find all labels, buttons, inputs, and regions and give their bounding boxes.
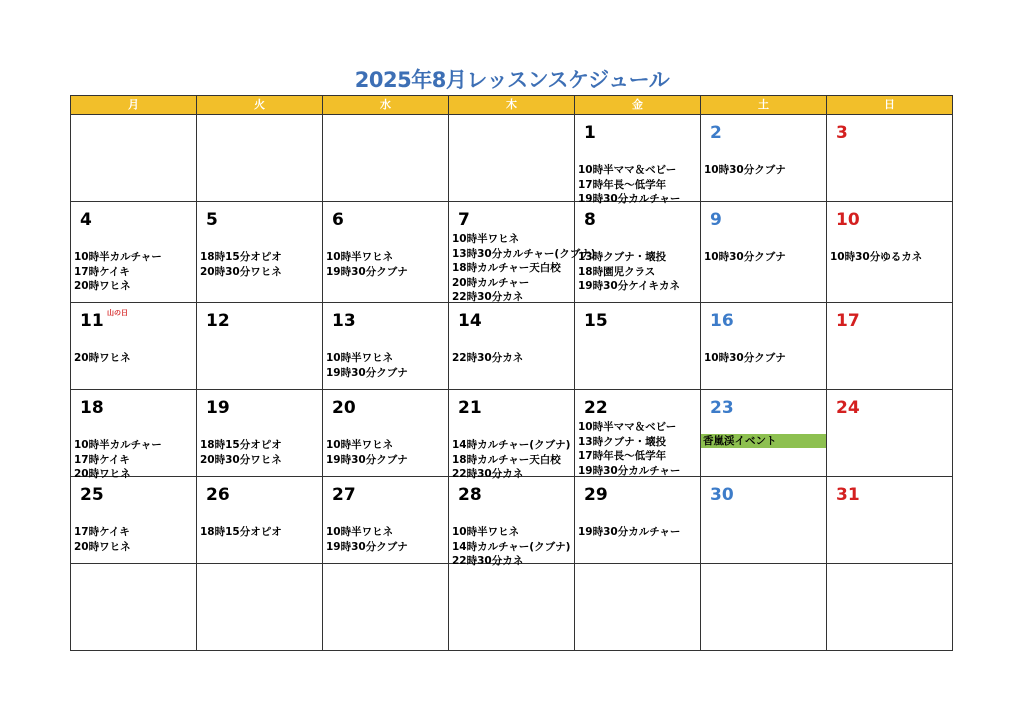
day-cell	[449, 390, 575, 480]
day-number: 27	[332, 485, 356, 505]
event-item: 18時カルチャー天白校	[452, 262, 561, 274]
day-cell	[71, 202, 197, 303]
day-cell	[827, 390, 953, 477]
day-cell	[827, 477, 953, 564]
event-list	[578, 250, 699, 294]
day-number: 23	[710, 398, 734, 418]
day-number: 26	[206, 485, 230, 505]
event-item: 22時30分カネ	[452, 468, 524, 480]
day-cell	[71, 303, 197, 390]
day-cell	[701, 115, 827, 202]
day-cell	[323, 202, 449, 303]
event-item: 10時半ワヒネ	[326, 251, 394, 263]
event-item: 10時半ワヒネ	[326, 439, 394, 451]
event-item: 17時年長～低学年	[578, 178, 667, 191]
weekday-header-fri: 金	[575, 96, 701, 115]
day-cell	[575, 303, 701, 390]
event-list	[74, 438, 195, 482]
day-cell	[575, 477, 701, 564]
day-cell	[323, 390, 449, 477]
event-item: 13時クブナ・壊投	[578, 251, 667, 263]
day-cell	[71, 115, 197, 202]
day-cell	[449, 564, 575, 651]
day-cell	[575, 390, 701, 477]
event-item: 19時30分ケイキカネ	[578, 280, 680, 292]
event-item: 10時半ワヒネ	[452, 233, 520, 245]
event-item: 10時半ママ＆ベビー	[578, 164, 677, 176]
day-number: 1	[584, 123, 596, 143]
day-cell	[323, 115, 449, 202]
event-item: 20時30分ワヒネ	[200, 265, 282, 278]
day-cell	[701, 303, 827, 390]
event-list	[704, 163, 825, 178]
day-cell	[827, 564, 953, 651]
special-event-bar: 香嵐渓イベント	[701, 434, 826, 448]
event-item: 19時30分カルチャー	[578, 526, 681, 538]
day-number: 7	[458, 210, 470, 230]
day-number: 12	[206, 311, 230, 331]
event-list	[326, 438, 447, 467]
day-number: 24	[836, 398, 860, 418]
day-number: 25	[80, 485, 104, 505]
event-item: 19時30分クブナ	[326, 540, 408, 553]
event-item: 19時30分クブナ	[326, 453, 408, 466]
week-row	[71, 390, 953, 477]
event-item: 17時ケイキ	[74, 453, 130, 466]
day-cell	[827, 202, 953, 303]
day-number: 5	[206, 210, 218, 230]
week-row	[71, 303, 953, 390]
day-cell	[71, 390, 197, 480]
event-item: 22時30分カネ	[452, 555, 524, 567]
day-number: 31	[836, 485, 860, 505]
calendar-grid	[70, 95, 953, 651]
day-number: 29	[584, 485, 608, 505]
day-cell	[575, 115, 701, 205]
event-item: 10時30分ゆるカネ	[830, 251, 923, 263]
event-item: 20時ワヒネ	[74, 468, 131, 480]
day-number: 20	[332, 398, 356, 418]
event-item: 17時年長～低学年	[578, 450, 667, 462]
event-item: 13時30分カルチャー(クブナ)	[452, 247, 596, 260]
day-cell	[197, 202, 323, 303]
day-cell	[449, 115, 575, 202]
day-cell	[575, 564, 701, 651]
day-number: 28	[458, 485, 482, 505]
event-item: 22時30分カネ	[452, 352, 524, 364]
day-cell	[197, 564, 323, 651]
week-row	[71, 202, 953, 303]
week-row	[71, 477, 953, 564]
event-list	[578, 525, 699, 540]
day-number: 13	[332, 311, 356, 331]
day-cell	[701, 477, 827, 564]
day-cell	[701, 202, 827, 303]
day-cell	[827, 303, 953, 390]
event-list	[200, 438, 321, 467]
day-cell	[323, 477, 449, 564]
day-number: 21	[458, 398, 482, 418]
event-list	[578, 163, 699, 207]
event-list	[200, 250, 321, 279]
event-item: 10時半ワヒネ	[452, 526, 520, 538]
event-list	[830, 250, 951, 265]
day-cell	[575, 202, 701, 303]
event-item: 18時15分オピオ	[200, 439, 282, 451]
event-item: 10時半カルチャー	[74, 439, 162, 451]
event-list	[704, 351, 825, 366]
weekday-header-sun: 日	[827, 96, 953, 115]
event-item: 10時30分クブナ	[704, 352, 786, 364]
event-list	[704, 250, 825, 265]
event-item: 10時30分クブナ	[704, 164, 786, 176]
day-cell	[701, 564, 827, 651]
event-list	[452, 438, 573, 482]
event-list	[74, 351, 195, 366]
day-cell	[71, 477, 197, 564]
day-number: 22	[584, 398, 608, 418]
page-title: 2025年8月レッスンスケジュール	[354, 68, 670, 92]
event-item: 18時15分オピオ	[200, 526, 282, 538]
event-item: 22時30分カネ	[452, 291, 524, 303]
day-number: 4	[80, 210, 92, 230]
day-number: 17	[836, 311, 860, 331]
day-cell	[701, 390, 827, 477]
day-cell	[827, 115, 953, 202]
day-number: 10	[836, 210, 860, 230]
event-item: 10時半カルチャー	[74, 251, 162, 263]
event-item: 20時ワヒネ	[74, 280, 131, 292]
day-number: 6	[332, 210, 344, 230]
day-number: 18	[80, 398, 104, 418]
event-item: 19時30分クブナ	[326, 366, 408, 379]
holiday-label: 山の日	[107, 309, 128, 317]
weekday-header-mon: 月	[71, 96, 197, 115]
day-cell	[197, 477, 323, 564]
day-number: 2	[710, 123, 722, 143]
event-list	[452, 351, 573, 366]
event-item: 10時30分クブナ	[704, 251, 786, 263]
weekday-header-thu: 木	[449, 96, 575, 115]
event-list	[326, 351, 447, 380]
event-list	[326, 525, 447, 554]
event-list	[452, 525, 573, 569]
weekday-header-tue: 火	[197, 96, 323, 115]
day-cell	[449, 477, 575, 567]
event-item: 17時ケイキ	[74, 265, 130, 278]
event-item: 10時半ワヒネ	[326, 352, 394, 364]
event-item: 14時カルチャー(クブナ)	[452, 439, 571, 451]
event-list	[326, 250, 447, 279]
event-item: 20時ワヒネ	[74, 352, 131, 364]
event-list	[452, 232, 596, 305]
day-cell	[323, 564, 449, 651]
day-cell	[197, 303, 323, 390]
day-cell	[71, 564, 197, 651]
event-list	[74, 525, 195, 554]
weekday-header-sat: 土	[701, 96, 827, 115]
event-item: 20時30分ワヒネ	[200, 453, 282, 466]
day-cell	[449, 202, 596, 303]
event-item: 18時園児クラス	[578, 265, 656, 278]
day-cell	[197, 115, 323, 202]
day-number: 15	[584, 311, 608, 331]
event-list	[578, 420, 699, 478]
event-item: 20時カルチャー	[452, 276, 530, 289]
event-item: 19時30分クブナ	[326, 265, 408, 278]
week-row	[71, 115, 953, 202]
event-item: 20時ワヒネ	[74, 540, 131, 553]
day-number: 16	[710, 311, 734, 331]
event-list	[74, 250, 195, 294]
event-item: 17時ケイキ	[74, 526, 130, 538]
day-number: 11	[80, 311, 104, 331]
day-cell	[449, 303, 575, 390]
event-item: 19時30分カルチャー	[578, 193, 681, 205]
event-list	[200, 525, 321, 540]
day-number: 3	[836, 123, 848, 143]
day-number: 19	[206, 398, 230, 418]
event-item: 14時カルチャー(クブナ)	[452, 540, 571, 553]
weekday-header-wed: 水	[323, 96, 449, 115]
day-cell	[323, 303, 449, 390]
event-item: 18時カルチャー天白校	[452, 453, 561, 466]
day-number: 9	[710, 210, 722, 230]
day-number: 8	[584, 210, 596, 230]
day-cell	[197, 390, 323, 477]
week-row	[71, 564, 953, 651]
day-number: 14	[458, 311, 482, 331]
event-item: 13時クブナ・壊投	[578, 435, 667, 448]
event-item: 10時半ワヒネ	[326, 526, 394, 538]
event-item: 18時15分オピオ	[200, 251, 282, 263]
day-number: 30	[710, 485, 734, 505]
event-item: 19時30分カルチャー	[578, 464, 681, 477]
weekday-header-row	[71, 96, 953, 115]
event-item: 10時半ママ＆ベビー	[578, 421, 677, 433]
